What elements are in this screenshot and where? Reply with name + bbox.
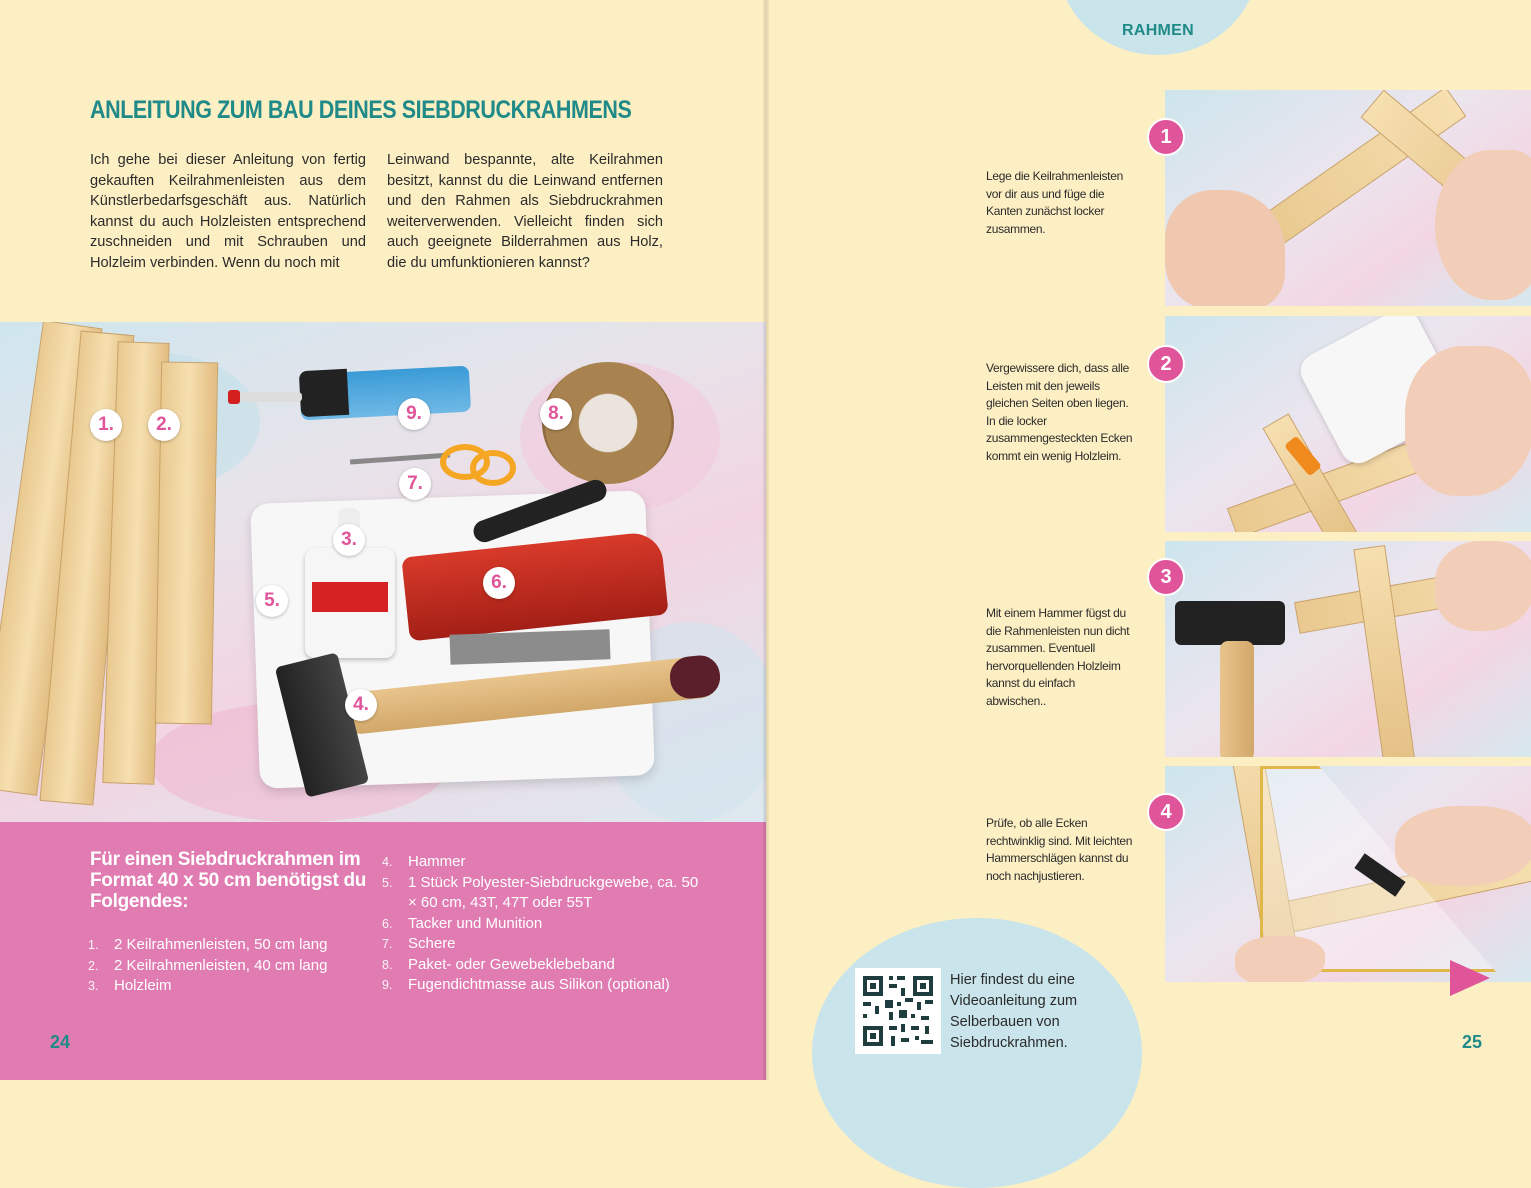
materials-box — [0, 822, 766, 1080]
materials-title: Für einen Siebdruckrahmen im Format 40 x 50 cm benötigst du Folgendes: — [90, 849, 367, 912]
list-item: 3. Holzleim — [88, 977, 172, 994]
photo-label-3: 3. — [333, 524, 365, 556]
page-number-left: 24 — [50, 1032, 71, 1052]
intro-text-column-1: Ich gehe bei dieser Anleitung von fertig gekauften Keilrahmenleisten aus dem Künstlerbedarfsgeschäft aus. Natürlich kannst du auch Holzleisten entsprechend zuschneiden und mit Schrauben und Holzleim verbinden. Wenn du noch mit — [90, 152, 366, 271]
step-2-text: Vergewissere dich, dass alle Leisten mit den jeweils gleichen Seiten oben liegen. In die locker zusammengesteckten Ecken kommt ein wenig Holzleim. — [986, 361, 1133, 463]
materials-photo — [0, 322, 766, 822]
staples — [450, 629, 611, 665]
list-item: 8. Paket- oder Gewebeklebeband — [382, 955, 615, 973]
list-item: 5. 1 Stück Polyester-Siebdruckgewebe, ca. 50 × 60 cm, 43T, 47T oder 55T — [382, 873, 699, 911]
step-1-number: 1 — [1147, 118, 1185, 156]
photo-label-1: 1. — [90, 409, 122, 441]
page-heading: ANLEITUNG ZUM BAU DEINES SIEBDRUCKRAHMENS — [90, 96, 632, 124]
step-1-text: Lege die Keilrahmenleisten vor dir aus und füge die Kanten zunächst locker zusammen. — [986, 169, 1123, 236]
photo-label-6: 6. — [483, 567, 515, 599]
photo-label-4: 4. — [345, 689, 377, 721]
qr-text: Hier findest du eine Videoanleitung zum Selberbauen von Siebdruckrahmen. — [950, 972, 1078, 1051]
list-item: 4. Hammer — [382, 853, 466, 870]
section-label: RAHMEN — [1121, 22, 1195, 39]
intro-text-column-2: Leinwand bespannte, alte Keilrahmen besitzt, kannst du die Leinwand entfernen und den Rahmen als Siebdruckrahmen weiterverwenden. Vielleicht finden sich auch geeignete Bilderrahmen aus Holz, die du umfunktionieren kannst? — [387, 152, 663, 271]
materials-list-a — [88, 935, 358, 997]
photo-label-9: 9. — [398, 398, 430, 430]
materials-list-b — [382, 852, 702, 996]
photo-label-5: 5. — [256, 585, 288, 617]
photo-label-2: 2. — [148, 409, 180, 441]
list-item: 7. Schere — [382, 935, 456, 952]
list-item: 9. Fugendichtmasse aus Silikon (optional) — [382, 976, 670, 993]
step-3-photo — [1165, 541, 1531, 757]
step-3-number: 3 — [1147, 558, 1185, 596]
page-number-right: 25 — [1462, 1032, 1483, 1052]
list-item: 1. 2 Keilrahmenleisten, 50 cm lang — [88, 936, 328, 953]
step-1-photo — [1165, 90, 1531, 306]
left-page — [0, 0, 766, 1080]
step-4-number: 4 — [1147, 793, 1185, 831]
scissors — [350, 453, 450, 465]
step-3-text: Mit einem Hammer fügst du die Rahmenleisten nun dicht zusammen. Eventuell hervorquellenden Holzleim kannst du einfach abwischen.. — [986, 606, 1130, 708]
photo-label-8: 8. — [540, 398, 572, 430]
book-spine — [763, 0, 769, 1080]
list-item: 2. 2 Keilrahmenleisten, 40 cm lang — [88, 956, 328, 974]
step-2-photo — [1165, 316, 1531, 532]
next-page-arrow-icon — [1450, 960, 1490, 996]
qr-code-icon — [855, 968, 941, 1054]
step-4-photo — [1165, 766, 1531, 982]
photo-label-7: 7. — [399, 468, 431, 500]
step-4-text: Prüfe, ob alle Ecken rechtwinklig sind. Mit leichten Hammerschlägen kannst du noch nachjustieren. — [986, 816, 1133, 883]
step-2-number: 2 — [1147, 345, 1185, 383]
list-item: 6. Tacker und Munition — [382, 914, 543, 932]
